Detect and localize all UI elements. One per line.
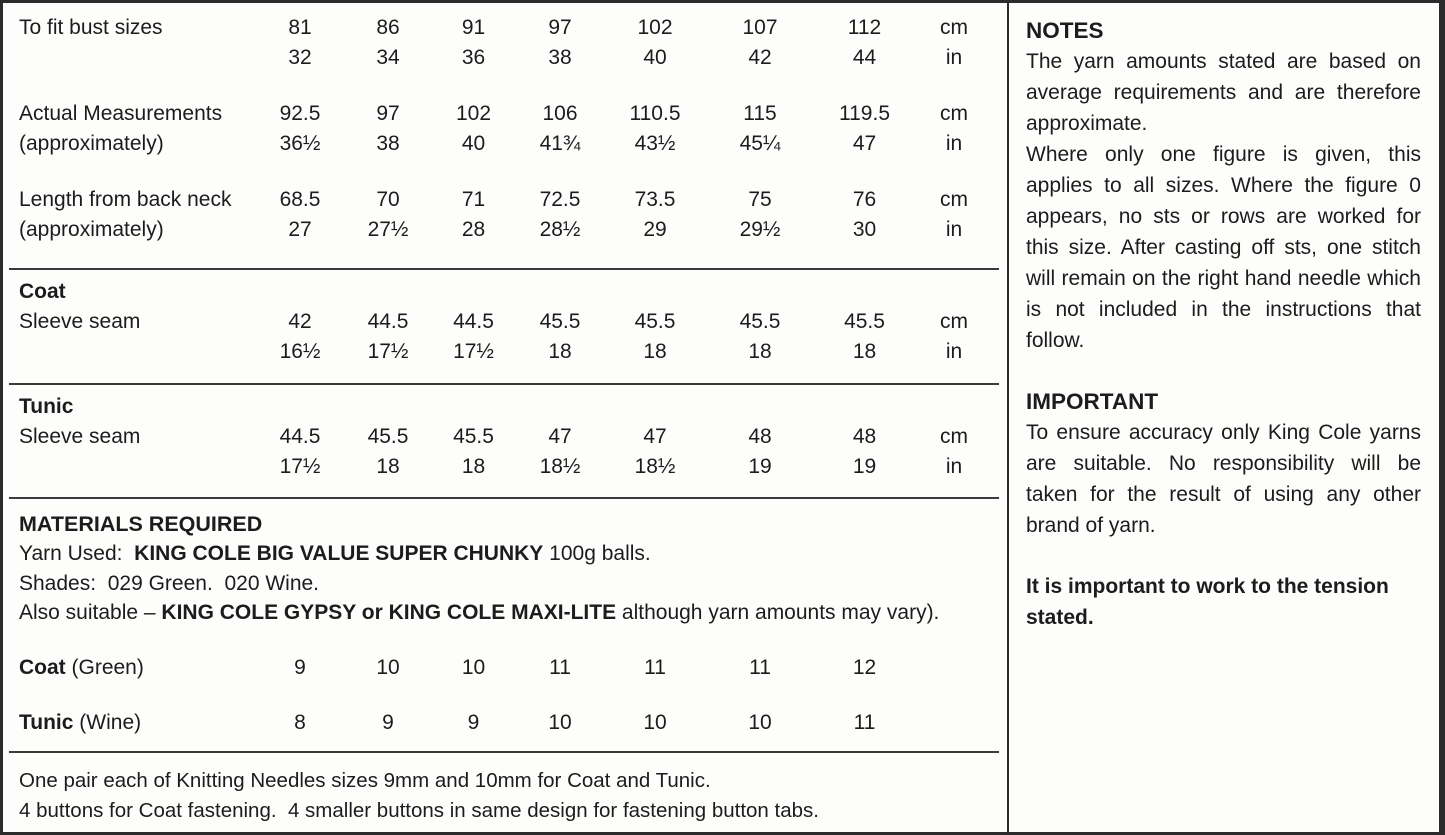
row-label-text2: (approximately) — [19, 218, 164, 241]
table-row-actual — [3, 99, 1007, 159]
also-suitable-rest: although yarn amounts may vary). — [616, 601, 940, 624]
buttons-note: 4 buttons for Coat fastening. 4 smaller buttons in same design for fastening button tabs. — [19, 798, 819, 822]
value-cell: 27½ — [367, 218, 409, 241]
row-label-text: To fit bust sizes — [19, 16, 163, 39]
value-cell: 28½ — [539, 218, 581, 241]
ball-counts — [256, 653, 914, 683]
value-cell: 106 — [542, 102, 578, 125]
cm-row — [256, 422, 1007, 452]
row-label — [3, 13, 256, 73]
value-cell: 97 — [376, 102, 400, 125]
value-cell: 45.5 — [453, 425, 494, 448]
value-cell: 115 — [743, 102, 777, 125]
value-cell: 18 — [461, 455, 486, 478]
value-cell: 44.5 — [453, 310, 494, 333]
coat-section-title: Coat — [19, 280, 66, 303]
in-row — [256, 129, 1007, 159]
value-cell: 8 — [294, 710, 306, 734]
coat-balls-label-rest: (Green) — [65, 655, 144, 679]
value-cell: 30 — [852, 218, 877, 241]
value-cell: 9 — [294, 655, 306, 679]
in-values — [256, 129, 914, 159]
yarn-used-rest: 100g balls. — [543, 542, 651, 565]
row-label-text2: (approximately) — [19, 132, 164, 155]
also-suitable-line — [3, 598, 1007, 628]
tunic-balls-label: Tunic — [19, 710, 74, 734]
tunic-section-title: Tunic — [19, 395, 74, 418]
important-heading: IMPORTANT — [1026, 389, 1159, 414]
value-cell: 17½ — [453, 340, 494, 363]
value-cell: 38 — [548, 46, 572, 69]
cm-values — [256, 13, 914, 43]
row-label — [3, 185, 256, 245]
value-cell: 17½ — [367, 340, 409, 363]
coat-balls-label: Coat — [19, 655, 66, 679]
value-cell: 47 — [852, 132, 877, 155]
value-cell: 19 — [852, 455, 877, 478]
in-row — [256, 337, 1007, 367]
yarn-used-name: KING COLE BIG VALUE SUPER CHUNKY — [134, 542, 544, 565]
spacer — [3, 159, 1007, 185]
materials-heading: MATERIALS REQUIRED — [19, 512, 263, 536]
in-values — [256, 337, 914, 367]
value-cell: 32 — [288, 46, 312, 69]
row-label-text: Length from back neck — [19, 188, 232, 211]
value-cell: 76 — [852, 188, 877, 211]
tension-note: It is important to work to the tension stated. — [1026, 575, 1389, 629]
value-cell: 102 — [455, 102, 492, 125]
unit-cm: cm — [940, 102, 968, 125]
also-suitable-label: Also suitable – — [19, 601, 162, 624]
unit-cm: cm — [940, 425, 968, 448]
table-row-length — [3, 185, 1007, 245]
unit-in: in — [945, 132, 963, 155]
unit-in: in — [945, 46, 963, 69]
value-cell: 11 — [549, 655, 571, 679]
table-row-bust — [3, 13, 1007, 73]
in-values — [256, 215, 914, 245]
value-cell: 16½ — [279, 340, 321, 363]
in-row — [256, 43, 1007, 73]
value-cell: 48 — [748, 425, 772, 448]
value-cell: 40 — [643, 46, 667, 69]
value-cell: 41¾ — [539, 132, 581, 155]
value-cell: 18½ — [634, 455, 676, 478]
value-cell: 44 — [852, 46, 877, 69]
footnotes — [3, 766, 1007, 826]
unit-empty — [914, 653, 994, 683]
sizes-panel — [3, 3, 1007, 832]
value-cell: 112 — [847, 16, 882, 39]
spacer — [1026, 356, 1421, 386]
value-cell: 45¼ — [739, 132, 781, 155]
unit-empty — [914, 708, 994, 738]
value-cell: 40 — [461, 132, 486, 155]
value-cell: 73.5 — [634, 188, 676, 211]
value-cell: 102 — [637, 16, 673, 39]
balls-row-values — [256, 653, 1007, 683]
value-cell: 18½ — [539, 455, 581, 478]
unit-cm: cm — [940, 310, 968, 333]
divider-line — [9, 751, 999, 753]
cm-values — [256, 99, 914, 129]
value-cell: 119.5 — [839, 102, 890, 125]
value-cell: 18 — [852, 340, 877, 363]
value-cell: 72.5 — [539, 188, 581, 211]
unit-in: in — [945, 455, 963, 478]
value-cell: 44.5 — [367, 310, 409, 333]
value-cell: 81 — [288, 16, 312, 39]
unit-in: in — [945, 340, 963, 363]
row-label — [3, 99, 256, 159]
notes-paragraph-1: The yarn amounts stated are based on average requirements and are therefore approximate. — [1026, 50, 1421, 135]
value-cell: 29½ — [739, 218, 781, 241]
cm-row — [256, 307, 1007, 337]
in-values — [256, 43, 914, 73]
value-cell: 11 — [853, 710, 876, 734]
in-row — [256, 452, 1007, 482]
value-cell: 92.5 — [279, 102, 321, 125]
notes-panel — [1007, 3, 1439, 832]
notes-paragraph-2: Where only one figure is given, this applies to all sizes. Where the figure 0 appears, no sts or rows are worked for this size. After casting off sts, one stitch will remain on the right hand needle which is not included in the instructions that follow. — [1026, 143, 1421, 352]
in-row — [256, 215, 1007, 245]
value-cell: 110.5 — [629, 102, 681, 125]
value-cell: 75 — [748, 188, 772, 211]
in-values — [256, 452, 914, 482]
value-cell: 19 — [748, 455, 772, 478]
value-cell: 107 — [742, 16, 778, 39]
row-label — [3, 422, 256, 482]
table-row-coat-sleeve — [3, 307, 1007, 367]
value-cell: 36 — [461, 46, 486, 69]
value-cell: 18 — [376, 455, 400, 478]
row-label-text: Sleeve seam — [19, 425, 141, 448]
value-cell: 91 — [461, 16, 486, 39]
value-cell: 44.5 — [279, 425, 321, 448]
value-cell: 10 — [748, 710, 772, 734]
value-cell: 97 — [548, 16, 572, 39]
unit-in: in — [945, 218, 963, 241]
yarn-used-line — [3, 539, 1007, 569]
needles-note: One pair each of Knitting Needles sizes 9mm and 10mm for Coat and Tunic. — [19, 768, 711, 792]
value-cell: 10 — [376, 655, 400, 679]
cm-row — [256, 13, 1007, 43]
balls-row-values — [256, 708, 1007, 738]
value-cell: 45.5 — [367, 425, 409, 448]
value-cell: 71 — [461, 188, 486, 211]
value-cell: 47 — [548, 425, 572, 448]
value-cell: 18 — [548, 340, 572, 363]
value-cell: 36½ — [279, 132, 321, 155]
tunic-balls-label-rest: (Wine) — [73, 710, 142, 734]
important-paragraph: To ensure accuracy only King Cole yarns are suitable. No responsibility will be taken for the result of using any other brand of yarn. — [1026, 421, 1421, 537]
value-cell: 11 — [644, 655, 666, 679]
row-label — [3, 653, 256, 683]
value-cell: 29 — [643, 218, 667, 241]
value-cell: 45.5 — [539, 310, 581, 333]
value-cell: 48 — [852, 425, 877, 448]
value-cell: 28 — [461, 218, 486, 241]
cm-values — [256, 185, 914, 215]
row-label — [3, 307, 256, 367]
cm-values — [256, 307, 914, 337]
value-cell: 38 — [376, 132, 400, 155]
value-cell: 10 — [643, 710, 667, 734]
value-cell: 70 — [376, 188, 400, 211]
cm-values — [256, 422, 914, 452]
spacer — [3, 73, 1007, 99]
also-suitable-names: KING COLE GYPSY or KING COLE MAXI-LITE — [161, 601, 617, 624]
value-cell: 68.5 — [279, 188, 321, 211]
value-cell: 10 — [461, 655, 486, 679]
row-label-text: Actual Measurements — [19, 102, 223, 125]
row-label — [3, 708, 256, 738]
value-cell: 27 — [288, 218, 312, 241]
table-row-tunic-sleeve — [3, 422, 1007, 482]
value-cell: 11 — [749, 655, 771, 679]
value-cell: 42 — [748, 46, 772, 69]
value-cell: 12 — [852, 655, 877, 679]
value-cell: 9 — [382, 710, 394, 734]
value-cell: 9 — [467, 710, 480, 734]
value-cell: 47 — [643, 425, 667, 448]
table-row-coat-balls — [3, 653, 1007, 683]
notes-heading: NOTES — [1026, 18, 1104, 43]
value-cell: 10 — [548, 710, 572, 734]
value-cell: 18 — [643, 340, 667, 363]
value-cell: 45.5 — [739, 310, 781, 333]
value-cell: 45.5 — [844, 310, 885, 333]
value-cell: 42 — [288, 310, 312, 333]
cm-row — [256, 99, 1007, 129]
yarn-used-label: Yarn Used: — [19, 542, 135, 565]
value-cell: 43½ — [634, 132, 676, 155]
value-cell: 34 — [376, 46, 400, 69]
value-cell: 18 — [748, 340, 772, 363]
ball-counts — [256, 708, 914, 738]
value-cell: 45.5 — [634, 310, 676, 333]
value-cell: 17½ — [279, 455, 321, 478]
shades-line: Shades: 029 Green. 020 Wine. — [19, 571, 320, 595]
cm-row — [256, 185, 1007, 215]
table-row-tunic-balls — [3, 708, 1007, 738]
row-label-text: Sleeve seam — [19, 310, 141, 333]
spacer — [1026, 541, 1421, 571]
value-cell: 86 — [376, 16, 400, 39]
unit-cm: cm — [940, 16, 968, 39]
unit-cm: cm — [940, 188, 968, 211]
